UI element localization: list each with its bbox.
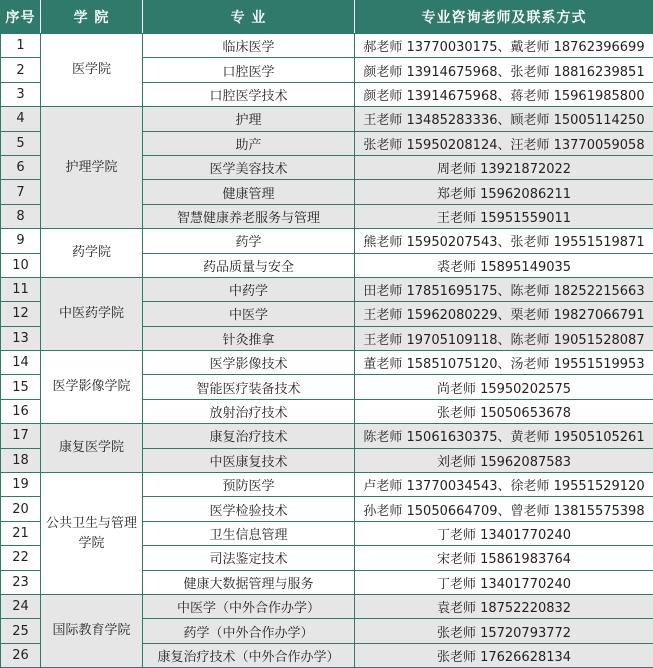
row-index: 13	[1, 326, 41, 350]
row-index: 17	[1, 424, 41, 448]
college-cell: 药学院	[41, 229, 143, 278]
college-cell: 中医药学院	[41, 277, 143, 350]
major-cell: 健康管理	[143, 180, 355, 204]
header-major: 专 业	[143, 1, 355, 34]
table-row	[1, 473, 653, 497]
row-index: 19	[1, 473, 41, 497]
row-index: 26	[1, 643, 41, 667]
contact-cell: 孙老师 15050664709、曾老师 13815575398	[355, 497, 653, 521]
row-index: 6	[1, 155, 41, 179]
table-row	[1, 107, 653, 131]
major-cell: 药学	[143, 229, 355, 253]
major-cell: 中医康复技术	[143, 448, 355, 472]
major-cell: 康复治疗技术	[143, 424, 355, 448]
contact-cell: 张老师 15950208124、汪老师 13770059058	[355, 131, 653, 155]
row-index: 15	[1, 375, 41, 399]
contact-cell: 周老师 13921872022	[355, 155, 653, 179]
row-index: 9	[1, 229, 41, 253]
contact-cell: 丁老师 13401770240	[355, 521, 653, 545]
major-cell: 口腔医学	[143, 58, 355, 82]
major-cell: 放射治疗技术	[143, 399, 355, 423]
table-row	[1, 424, 653, 448]
major-cell: 临床医学	[143, 34, 355, 58]
row-index: 4	[1, 107, 41, 131]
contact-cell: 熊老师 15950207543、张老师 19551519871	[355, 229, 653, 253]
row-index: 12	[1, 302, 41, 326]
major-cell: 医学检验技术	[143, 497, 355, 521]
header-college: 学 院	[41, 1, 143, 34]
college-cell: 医学院	[41, 34, 143, 107]
table-row	[1, 34, 653, 58]
row-index: 2	[1, 58, 41, 82]
contact-cell: 裘老师 15895149035	[355, 253, 653, 277]
table-row	[1, 229, 653, 253]
contact-cell: 袁老师 18752220832	[355, 594, 653, 618]
header-contact: 专业咨询老师及联系方式	[355, 1, 653, 34]
college-cell: 国际教育学院	[41, 594, 143, 667]
header-index: 序号	[1, 1, 41, 34]
contact-cell: 郑老师 15962086211	[355, 180, 653, 204]
major-cell: 药品质量与安全	[143, 253, 355, 277]
row-index: 23	[1, 570, 41, 594]
contact-cell: 王老师 15951559011	[355, 204, 653, 228]
contact-cell: 颜老师 13914675968、蒋老师 15961985800	[355, 82, 653, 106]
row-index: 1	[1, 34, 41, 58]
row-index: 7	[1, 180, 41, 204]
row-index: 20	[1, 497, 41, 521]
table-row	[1, 277, 653, 301]
major-cell: 预防医学	[143, 473, 355, 497]
major-cell: 医学美容技术	[143, 155, 355, 179]
contact-cell: 张老师 15720793772	[355, 619, 653, 643]
contact-cell: 王老师 15962080229、栗老师 19827066791	[355, 302, 653, 326]
row-index: 11	[1, 277, 41, 301]
contact-cell: 卢老师 13770034543、徐老师 19551529120	[355, 473, 653, 497]
contact-cell: 颜老师 13914675968、张老师 18816239851	[355, 58, 653, 82]
row-index: 24	[1, 594, 41, 618]
major-cell: 助产	[143, 131, 355, 155]
major-cell: 智慧健康养老服务与管理	[143, 204, 355, 228]
major-cell: 康复治疗技术（中外合作办学）	[143, 643, 355, 667]
row-index: 5	[1, 131, 41, 155]
row-index: 18	[1, 448, 41, 472]
college-cell: 康复医学院	[41, 424, 143, 473]
major-cell: 针灸推拿	[143, 326, 355, 350]
contact-cell: 田老师 17851695175、陈老师 18252215663	[355, 277, 653, 301]
table-row	[1, 351, 653, 375]
table-body	[1, 34, 653, 668]
major-cell: 中医学	[143, 302, 355, 326]
contact-cell: 尚老师 15950202575	[355, 375, 653, 399]
row-index: 8	[1, 204, 41, 228]
major-cell: 药学（中外合作办学）	[143, 619, 355, 643]
college-cell: 公共卫生与管理学院	[41, 473, 143, 595]
row-index: 16	[1, 399, 41, 423]
major-cell: 司法鉴定技术	[143, 546, 355, 570]
major-cell: 健康大数据管理与服务	[143, 570, 355, 594]
row-index: 21	[1, 521, 41, 545]
major-cell: 口腔医学技术	[143, 82, 355, 106]
contact-cell: 宋老师 15861983764	[355, 546, 653, 570]
major-cell: 护理	[143, 107, 355, 131]
row-index: 10	[1, 253, 41, 277]
contact-cell: 王老师 13485283336、顾老师 15005114250	[355, 107, 653, 131]
row-index: 25	[1, 619, 41, 643]
college-cell: 护理学院	[41, 107, 143, 229]
contact-cell: 董老师 15851075120、汤老师 19551519953	[355, 351, 653, 375]
table-header	[1, 1, 653, 34]
row-index: 22	[1, 546, 41, 570]
major-cell: 医学影像技术	[143, 351, 355, 375]
contact-cell: 刘老师 15962087583	[355, 448, 653, 472]
contact-cell: 丁老师 13401770240	[355, 570, 653, 594]
row-index: 14	[1, 351, 41, 375]
table-row	[1, 594, 653, 618]
major-cell: 中药学	[143, 277, 355, 301]
contact-cell: 王老师 19705109118、陈老师 19051528087	[355, 326, 653, 350]
contact-cell: 郝老师 13770030175、戴老师 18762396699	[355, 34, 653, 58]
row-index: 3	[1, 82, 41, 106]
major-cell: 卫生信息管理	[143, 521, 355, 545]
contact-cell: 张老师 15050653678	[355, 399, 653, 423]
college-cell: 医学影像学院	[41, 351, 143, 424]
major-cell: 中医学（中外合作办学）	[143, 594, 355, 618]
contact-cell: 张老师 17626628134	[355, 643, 653, 667]
contact-cell: 陈老师 15061630375、黄老师 19505105261	[355, 424, 653, 448]
major-cell: 智能医疗装备技术	[143, 375, 355, 399]
